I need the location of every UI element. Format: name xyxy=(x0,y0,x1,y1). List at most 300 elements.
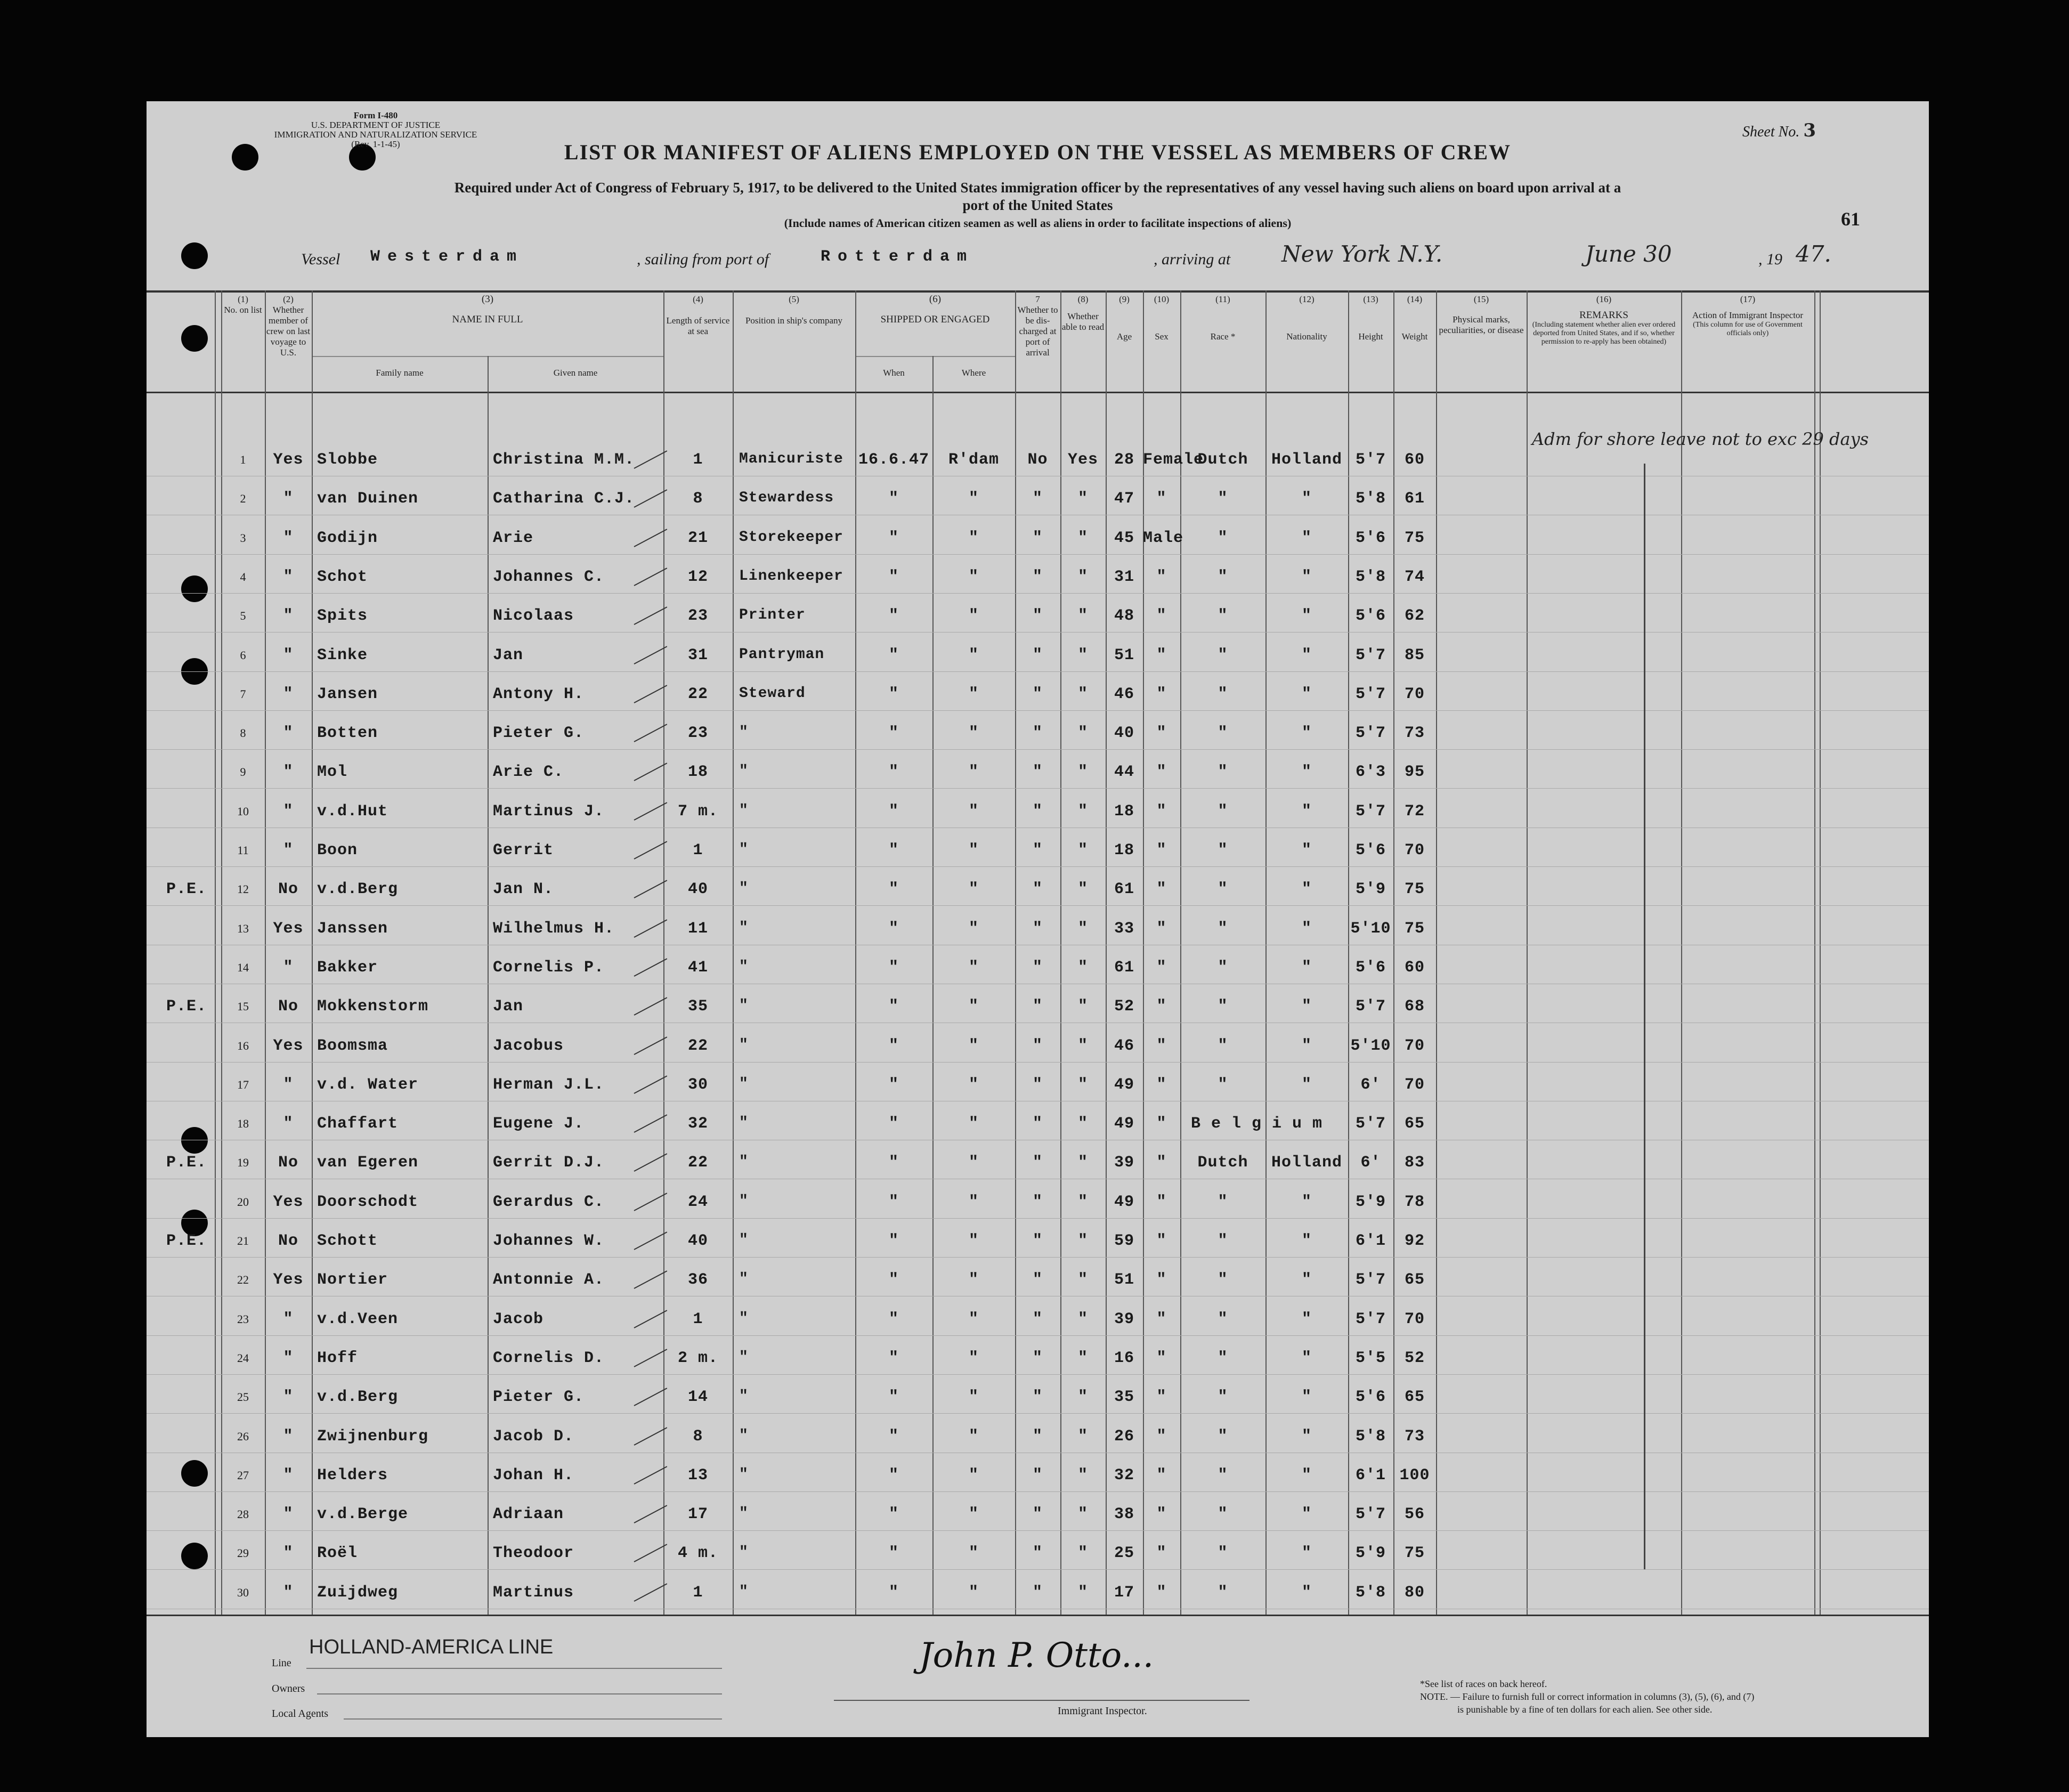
row-prefix: P.E. xyxy=(166,1154,207,1172)
row-height: 5'6 xyxy=(1355,1388,1386,1407)
row-can-read: " xyxy=(1077,724,1088,743)
row-can-read: " xyxy=(1077,1388,1088,1407)
row-position: " xyxy=(739,880,749,897)
row-given-name: Martinus xyxy=(493,1583,574,1602)
row-nationality: " xyxy=(1301,1232,1312,1250)
row-sex: " xyxy=(1156,1583,1167,1602)
row-service-length: 1 xyxy=(693,1583,703,1602)
row-sex: " xyxy=(1156,763,1167,782)
row-nationality: " xyxy=(1301,490,1312,508)
row-given-name: Gerardus C. xyxy=(493,1193,605,1211)
row-can-read: " xyxy=(1077,763,1088,782)
row-nationality: " xyxy=(1301,1505,1312,1524)
agents-label: Local Agents xyxy=(272,1708,329,1720)
row-discharged: " xyxy=(1032,1349,1043,1367)
row-age: 17 xyxy=(1114,1583,1134,1602)
row-given-name: Johannes W. xyxy=(493,1232,605,1250)
row-height: 5'9 xyxy=(1355,880,1386,899)
row-last-voyage: " xyxy=(283,1583,294,1602)
row-service-length: 40 xyxy=(687,880,708,899)
row-given-name: Pieter G. xyxy=(493,724,585,743)
row-race: " xyxy=(1218,567,1228,586)
row-race: " xyxy=(1218,490,1228,508)
row-weight: 70 xyxy=(1404,1075,1425,1094)
row-age: 51 xyxy=(1114,1271,1134,1290)
row-can-read: " xyxy=(1077,1349,1088,1367)
row-sex: " xyxy=(1156,841,1167,859)
row-shipped-where: R'dam xyxy=(948,451,999,469)
row-last-voyage: " xyxy=(283,724,294,743)
row-nationality: " xyxy=(1301,841,1312,859)
row-service-length: 21 xyxy=(687,529,708,547)
sailing-port: Rotterdam xyxy=(821,248,975,266)
row-discharged: " xyxy=(1032,1036,1043,1055)
row-height: 5'10 xyxy=(1350,1036,1391,1055)
row-nationality: " xyxy=(1301,646,1312,664)
row-shipped-when: " xyxy=(888,1388,899,1407)
row-can-read: " xyxy=(1077,880,1088,899)
row-can-read: " xyxy=(1077,646,1088,664)
page-title: LIST OR MANIFEST OF ALIENS EMPLOYED ON THE VESSEL AS MEMBERS OF CREW xyxy=(564,140,1512,164)
row-given-name: Catharina C.J. xyxy=(493,490,635,508)
row-last-voyage: " xyxy=(283,529,294,547)
row-shipped-when: " xyxy=(888,724,899,743)
row-rule xyxy=(147,554,1929,555)
row-family-name: Schott xyxy=(317,1232,378,1250)
row-race: " xyxy=(1218,685,1228,703)
row-rule xyxy=(147,1569,1929,1570)
row-position: Manicuriste xyxy=(739,451,843,467)
row-nationality: " xyxy=(1301,802,1312,821)
row-can-read: " xyxy=(1077,1271,1088,1290)
row-service-length: 14 xyxy=(687,1388,708,1407)
row-shipped-when: " xyxy=(888,1310,899,1328)
row-discharged: " xyxy=(1032,841,1043,859)
row-shipped-when: 16.6.47 xyxy=(858,451,930,469)
row-shipped-when: " xyxy=(888,1349,899,1367)
row-shipped-when: " xyxy=(888,1427,899,1446)
row-age: 46 xyxy=(1114,1036,1134,1055)
row-number: 26 xyxy=(237,1429,249,1443)
row-shipped-when: " xyxy=(888,1544,899,1563)
row-shipped-when: " xyxy=(888,1583,899,1602)
row-discharged: " xyxy=(1032,880,1043,899)
row-shipped-where: " xyxy=(968,1154,979,1172)
row-number: 11 xyxy=(237,844,249,857)
row-age: 49 xyxy=(1114,1115,1134,1133)
row-shipped-when: " xyxy=(888,1232,899,1250)
row-position: " xyxy=(739,1232,749,1248)
row-height: 5'8 xyxy=(1355,490,1386,508)
row-given-name: Antony H. xyxy=(493,685,585,703)
row-race: " xyxy=(1218,919,1228,938)
row-race: " xyxy=(1218,1349,1228,1367)
row-last-voyage: " xyxy=(283,1505,294,1524)
row-prefix: P.E. xyxy=(166,1232,207,1250)
row-can-read: " xyxy=(1077,1154,1088,1172)
row-can-read: " xyxy=(1077,1505,1088,1524)
subtitle-line-2: port of the United States xyxy=(962,197,1113,213)
note-penalty: NOTE. — Failure to furnish full or correct information in columns (3), (5), (6), and (7) xyxy=(1420,1691,1755,1702)
row-race: " xyxy=(1218,1505,1228,1524)
row-sex: Female xyxy=(1143,451,1204,469)
row-weight: 60 xyxy=(1404,451,1425,469)
arriving-label: , arriving at xyxy=(1154,250,1231,268)
row-last-voyage: " xyxy=(283,841,294,859)
row-can-read: " xyxy=(1077,1544,1088,1563)
row-sex: " xyxy=(1156,646,1167,664)
row-service-length: 12 xyxy=(687,567,708,586)
sheet-number: 3 xyxy=(1803,120,1816,141)
row-height: 5'7 xyxy=(1355,1115,1386,1133)
row-service-length: 1 xyxy=(693,1310,703,1328)
row-rule xyxy=(147,905,1929,906)
row-can-read: " xyxy=(1077,1232,1088,1250)
row-number: 23 xyxy=(237,1312,249,1326)
row-shipped-when: " xyxy=(888,685,899,703)
inspector-signature: John P. Otto... xyxy=(919,1636,1154,1675)
row-given-name: Gerrit xyxy=(493,841,554,859)
row-position: " xyxy=(739,1310,749,1327)
row-position: " xyxy=(739,1544,749,1561)
form-number: Form I-480 xyxy=(353,110,398,120)
note-races: *See list of races on back hereof. xyxy=(1420,1679,1547,1689)
row-sex: " xyxy=(1156,958,1167,977)
row-race: " xyxy=(1218,880,1228,899)
row-number: 9 xyxy=(240,765,246,779)
row-height: 5'6 xyxy=(1355,607,1386,626)
row-family-name: Boomsma xyxy=(317,1036,388,1055)
row-rule xyxy=(147,1413,1929,1414)
row-family-name: Sinke xyxy=(317,646,368,664)
row-sex: " xyxy=(1156,1075,1167,1094)
col-13-header: (13) Height xyxy=(1358,294,1383,342)
row-height: 5'5 xyxy=(1355,1349,1386,1367)
row-position: " xyxy=(739,1349,749,1366)
row-position: Stewardess xyxy=(739,490,834,507)
row-last-voyage: " xyxy=(283,646,294,664)
row-number: 10 xyxy=(237,804,249,818)
row-nationality: " xyxy=(1301,1193,1312,1211)
row-service-length: 22 xyxy=(687,1154,708,1172)
row-service-length: 23 xyxy=(687,724,708,743)
row-position: " xyxy=(739,1036,749,1053)
row-shipped-where: " xyxy=(968,998,979,1016)
row-discharged: " xyxy=(1032,958,1043,977)
row-given-name: Jacob xyxy=(493,1310,544,1328)
row-shipped-where: " xyxy=(968,1544,979,1563)
row-given-name: Jacobus xyxy=(493,1036,564,1055)
row-weight: 75 xyxy=(1404,529,1425,547)
row-weight: 56 xyxy=(1404,1505,1425,1524)
row-discharged: " xyxy=(1032,1583,1043,1602)
row-discharged: " xyxy=(1032,1271,1043,1290)
row-discharged: " xyxy=(1032,1388,1043,1407)
row-can-read: " xyxy=(1077,1075,1088,1094)
row-service-length: 8 xyxy=(693,490,703,508)
row-race: B e l g i u m xyxy=(1191,1115,1323,1133)
row-shipped-where: " xyxy=(968,607,979,626)
row-height: 5'7 xyxy=(1355,802,1386,821)
row-discharged: " xyxy=(1032,802,1043,821)
col-11-header: (11) Race * xyxy=(1210,294,1236,342)
row-family-name: Helders xyxy=(317,1466,388,1485)
row-shipped-where: " xyxy=(968,958,979,977)
row-nationality: " xyxy=(1301,763,1312,782)
row-position: Printer xyxy=(739,607,806,624)
row-shipped-where: " xyxy=(968,919,979,938)
row-service-length: 30 xyxy=(687,1075,708,1094)
row-family-name: Botten xyxy=(317,724,378,743)
row-height: 5'7 xyxy=(1355,724,1386,743)
row-last-voyage: Yes xyxy=(273,1193,304,1211)
row-race: Dutch xyxy=(1197,1154,1248,1172)
row-shipped-where: " xyxy=(968,1115,979,1133)
row-height: 5'8 xyxy=(1355,1427,1386,1446)
row-service-length: 22 xyxy=(687,685,708,703)
row-can-read: " xyxy=(1077,1427,1088,1446)
row-service-length: 23 xyxy=(687,607,708,626)
col-8-header: (8) Whether able to read xyxy=(1061,294,1105,332)
row-age: 35 xyxy=(1114,1388,1134,1407)
row-shipped-where: " xyxy=(968,1583,979,1602)
row-can-read: " xyxy=(1077,958,1088,977)
row-last-voyage: No xyxy=(278,998,298,1016)
row-last-voyage: " xyxy=(283,567,294,586)
row-discharged: " xyxy=(1032,1427,1043,1446)
row-number: 25 xyxy=(237,1390,249,1404)
row-height: 5'6 xyxy=(1355,958,1386,977)
row-shipped-where: " xyxy=(968,1466,979,1485)
row-last-voyage: " xyxy=(283,490,294,508)
row-discharged: " xyxy=(1032,490,1043,508)
row-last-voyage: No xyxy=(278,1154,298,1172)
row-sex: " xyxy=(1156,1505,1167,1524)
row-race: " xyxy=(1218,1193,1228,1211)
row-last-voyage: Yes xyxy=(273,1271,304,1290)
row-shipped-where: " xyxy=(968,763,979,782)
row-shipped-when: " xyxy=(888,998,899,1016)
row-age: 47 xyxy=(1114,490,1134,508)
row-nationality: " xyxy=(1301,529,1312,547)
row-family-name: Mol xyxy=(317,763,348,782)
row-weight: 70 xyxy=(1404,1036,1425,1055)
row-shipped-where: " xyxy=(968,490,979,508)
line-name: HOLLAND-AMERICA LINE xyxy=(309,1636,554,1658)
row-shipped-when: " xyxy=(888,958,899,977)
row-discharged: " xyxy=(1032,763,1043,782)
remarks-note: Adm for shore leave not to exc 29 days xyxy=(1532,429,1869,449)
row-age: 51 xyxy=(1114,646,1134,664)
row-age: 44 xyxy=(1114,763,1134,782)
row-shipped-where: " xyxy=(968,841,979,859)
row-height: 6'3 xyxy=(1355,763,1386,782)
row-race: " xyxy=(1218,958,1228,977)
row-shipped-where: " xyxy=(968,1036,979,1055)
row-service-length: 24 xyxy=(687,1193,708,1211)
row-number: 18 xyxy=(237,1117,249,1131)
row-discharged: " xyxy=(1032,919,1043,938)
row-given-name: Gerrit D.J. xyxy=(493,1154,605,1172)
row-family-name: Hoff xyxy=(317,1349,358,1367)
row-discharged: " xyxy=(1032,685,1043,703)
row-height: 5'9 xyxy=(1355,1193,1386,1211)
row-can-read: " xyxy=(1077,1583,1088,1602)
row-weight: 52 xyxy=(1404,1349,1425,1367)
row-prefix: P.E. xyxy=(166,880,207,899)
row-rule xyxy=(147,1062,1929,1063)
row-service-length: 1 xyxy=(693,841,703,859)
col-1-header: (1) No. on list xyxy=(224,294,262,315)
row-height: 6'1 xyxy=(1355,1232,1386,1250)
row-sex: " xyxy=(1156,685,1167,703)
row-position: " xyxy=(739,841,749,858)
row-sex: " xyxy=(1156,724,1167,743)
row-family-name: Zwijnenburg xyxy=(317,1427,429,1446)
row-weight: 65 xyxy=(1404,1271,1425,1290)
row-service-length: 1 xyxy=(693,451,703,469)
row-position: " xyxy=(739,763,749,780)
row-family-name: Chaffart xyxy=(317,1115,399,1133)
row-can-read: " xyxy=(1077,685,1088,703)
row-sex: " xyxy=(1156,1466,1167,1485)
row-given-name: Wilhelmus H. xyxy=(493,919,615,938)
row-number: 20 xyxy=(237,1195,249,1209)
row-number: 6 xyxy=(240,648,246,662)
row-shipped-when: " xyxy=(888,880,899,899)
row-given-name: Jan N. xyxy=(493,880,554,899)
row-race: Dutch xyxy=(1197,451,1248,469)
row-shipped-where: " xyxy=(968,1232,979,1250)
row-shipped-when: " xyxy=(888,1154,899,1172)
row-family-name: Bakker xyxy=(317,958,378,977)
row-shipped-when: " xyxy=(888,1115,899,1133)
row-race: " xyxy=(1218,802,1228,821)
row-number: 17 xyxy=(237,1077,249,1091)
row-service-length: 41 xyxy=(687,958,708,977)
col-17-header: (17) Action of Immigrant Inspector (This column for use of Government officials only) xyxy=(1692,294,1804,337)
row-sex: " xyxy=(1156,1115,1167,1133)
row-nationality: " xyxy=(1301,1310,1312,1328)
row-race: " xyxy=(1218,763,1228,782)
row-race: " xyxy=(1218,1310,1228,1328)
row-can-read: " xyxy=(1077,1310,1088,1328)
row-age: 38 xyxy=(1114,1505,1134,1524)
col-3b-header: Given name xyxy=(553,368,598,378)
row-number: 28 xyxy=(237,1507,249,1521)
owners-label: Owners xyxy=(272,1683,305,1694)
row-height: 6' xyxy=(1360,1154,1381,1172)
row-age: 31 xyxy=(1114,567,1134,586)
row-given-name: Cornelis D. xyxy=(493,1349,605,1367)
row-rule xyxy=(147,632,1929,633)
row-family-name: van Duinen xyxy=(317,490,419,508)
row-shipped-where: " xyxy=(968,1075,979,1094)
row-family-name: Janssen xyxy=(317,919,388,938)
row-service-length: 36 xyxy=(687,1271,708,1290)
punch-hole xyxy=(181,1460,208,1487)
row-service-length: 31 xyxy=(687,646,708,664)
row-position: " xyxy=(739,998,749,1015)
row-weight: 75 xyxy=(1404,1544,1425,1563)
row-number: 3 xyxy=(240,531,246,545)
row-weight: 60 xyxy=(1404,958,1425,977)
row-rule xyxy=(147,1257,1929,1258)
row-height: 5'7 xyxy=(1355,685,1386,703)
row-discharged: " xyxy=(1032,1544,1043,1563)
row-weight: 75 xyxy=(1404,880,1425,899)
row-discharged: " xyxy=(1032,529,1043,547)
row-rule xyxy=(147,1530,1929,1531)
row-race: " xyxy=(1218,529,1228,547)
row-age: 49 xyxy=(1114,1075,1134,1094)
year-prefix: , 19 xyxy=(1758,250,1782,268)
subtitle-line-1: Required under Act of Congress of February 5, 1917, to be delivered to the United States immigration officer by the representatives of any vessel having such aliens on board upon arrival at a xyxy=(454,180,1621,196)
row-sex: " xyxy=(1156,1036,1167,1055)
row-height: 5'9 xyxy=(1355,1544,1386,1563)
row-number: 16 xyxy=(237,1039,249,1052)
row-shipped-when: " xyxy=(888,646,899,664)
row-number: 8 xyxy=(240,726,246,740)
row-service-length: 8 xyxy=(693,1427,703,1446)
row-weight: 68 xyxy=(1404,998,1425,1016)
row-position: Steward xyxy=(739,685,806,702)
row-position: " xyxy=(739,802,749,819)
row-nationality: " xyxy=(1301,567,1312,586)
row-race: " xyxy=(1218,1075,1228,1094)
col-3a-header: Family name xyxy=(376,368,424,378)
row-sex: " xyxy=(1156,880,1167,899)
row-shipped-when: " xyxy=(888,1505,899,1524)
row-weight: 72 xyxy=(1404,802,1425,821)
row-nationality: Holland xyxy=(1271,451,1343,469)
row-sex: " xyxy=(1156,1310,1167,1328)
row-height: 5'10 xyxy=(1350,919,1391,938)
punch-hole xyxy=(181,1543,208,1569)
row-weight: 73 xyxy=(1404,1427,1425,1446)
row-shipped-where: " xyxy=(968,529,979,547)
row-can-read: " xyxy=(1077,998,1088,1016)
row-family-name: van Egeren xyxy=(317,1154,419,1172)
row-shipped-where: " xyxy=(968,1271,979,1290)
row-weight: 73 xyxy=(1404,724,1425,743)
row-family-name: Godijn xyxy=(317,529,378,547)
row-rule xyxy=(147,788,1929,789)
subtitle-line-3: (Include names of American citizen seamen as well as aliens in order to facilitate inspections of aliens) xyxy=(784,216,1292,230)
row-weight: 78 xyxy=(1404,1193,1425,1211)
row-weight: 65 xyxy=(1404,1388,1425,1407)
row-race: " xyxy=(1218,1466,1228,1485)
row-service-length: 7 m. xyxy=(677,802,718,821)
row-family-name: Roël xyxy=(317,1544,358,1563)
row-nationality: Holland xyxy=(1271,1154,1343,1172)
row-last-voyage: No xyxy=(278,1232,298,1250)
row-service-length: 4 m. xyxy=(677,1544,718,1563)
row-sex: " xyxy=(1156,802,1167,821)
row-weight: 100 xyxy=(1399,1466,1430,1485)
row-can-read: " xyxy=(1077,802,1088,821)
row-shipped-where: " xyxy=(968,880,979,899)
row-number: 24 xyxy=(237,1351,249,1365)
row-number: 2 xyxy=(240,492,246,506)
row-height: 5'7 xyxy=(1355,451,1386,469)
col-15-header: (15) Physical marks, peculiarities, or disease xyxy=(1439,294,1524,335)
row-number: 13 xyxy=(237,921,249,935)
row-weight: 61 xyxy=(1404,490,1425,508)
row-age: 48 xyxy=(1114,607,1134,626)
row-last-voyage: No xyxy=(278,880,298,899)
row-family-name: Schot xyxy=(317,567,368,586)
